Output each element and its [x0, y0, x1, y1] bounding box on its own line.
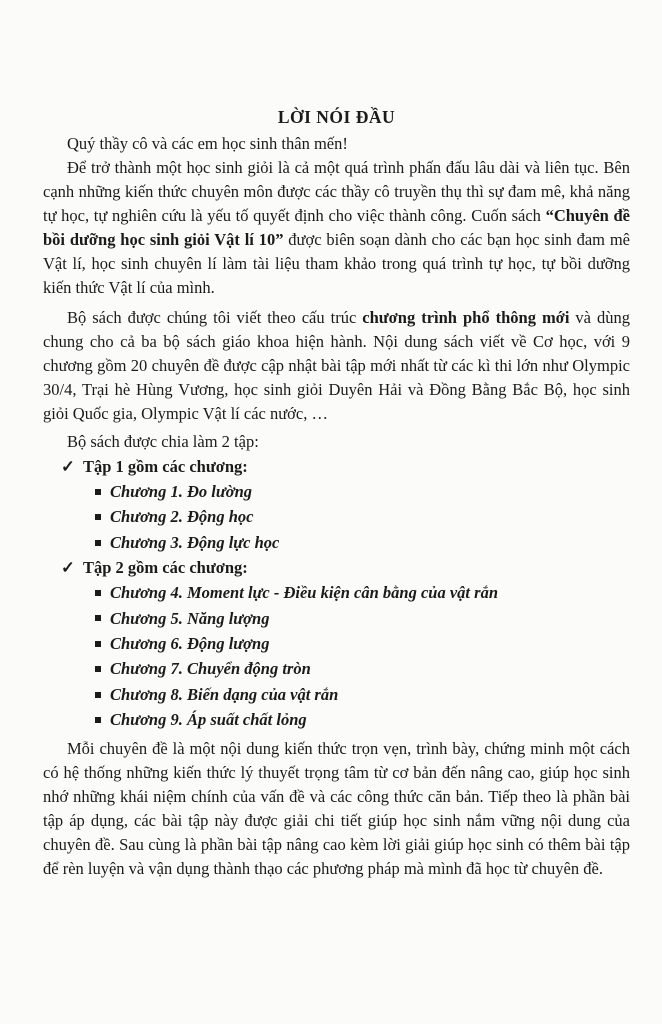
greeting: Quý thầy cô và các em học sinh thân mến! — [67, 134, 348, 153]
list-item — [95, 479, 630, 504]
volume-1-chapter-list — [43, 479, 630, 555]
paragraph-intro — [43, 156, 630, 300]
volume-1-label: Tập 1 gồm các chương: — [83, 457, 248, 476]
list-item — [95, 707, 630, 732]
volume-2-heading — [61, 555, 630, 580]
list-item — [95, 530, 630, 555]
chapter-label: Chương 3. Động lực học — [110, 532, 280, 552]
paragraph-intro-text-1: Để trở thành một học sinh giỏi là cả một quá trình phấn đấu lâu dài và liên tục. Bên cạnh những kiến thức chuyên môn được các thầy cô truyền thụ thì sự đam mê, khả năng tự học, tự nghiên cứu là yếu tố quyết định cho việc thành công. Cuốn sách — [43, 158, 630, 225]
paragraph-structure-text-1: Bộ sách được chúng tôi viết theo cấu trúc — [67, 308, 363, 327]
paragraph-structure — [43, 306, 630, 426]
square-bullet-icon — [95, 641, 101, 647]
list-item — [95, 631, 630, 656]
paragraph-intro-text-2: được biên soạn dành cho các bạn học sinh đam mê Vật lí, học sinh chuyên lí làm tài liệu tham khảo trong quá trình tự học, tự bồi dưỡng kiến thức Vật lí của mình. — [43, 230, 630, 297]
square-bullet-icon — [95, 615, 101, 621]
square-bullet-icon — [95, 489, 101, 495]
chapter-label: Chương 7. Chuyển động tròn — [110, 659, 311, 679]
list-item — [95, 682, 630, 707]
square-bullet-icon — [95, 717, 101, 723]
checkmark-icon: ✓ — [61, 558, 75, 578]
square-bullet-icon — [95, 692, 101, 698]
book-title: “Chuyên đề bồi dưỡng học sinh giỏi Vật lí 10” — [43, 206, 630, 249]
chapter-label: Chương 6. Động lượng — [110, 634, 270, 654]
chapter-label: Chương 9. Áp suất chất lỏng — [110, 710, 307, 730]
chapter-label: Chương 4. Moment lực - Điều kiện cân bằng của vật rắn — [110, 583, 498, 603]
list-item — [95, 580, 630, 605]
list-item — [95, 656, 630, 681]
program-name: chương trình phổ thông mới — [362, 308, 570, 327]
page-title: LỜI NÓI ĐẦU — [277, 107, 396, 127]
chapter-label: Chương 2. Động học — [110, 507, 254, 527]
square-bullet-icon — [95, 540, 101, 546]
list-item — [95, 606, 630, 631]
paragraph-topics: Mỗi chuyên đề là một nội dung kiến thức trọn vẹn, trình bày, chứng minh một cách có hệ thống những kiến thức lý thuyết trọng tâm từ cơ bản đến nâng cao, giúp học sinh nhớ những khái niệm chính của vấn đề và các công thức căn bản. Tiếp theo là phần bài tập áp dụng, các bài tập này được giải chi tiết giúp học sinh nắm vững nội dung của chuyên đề. Sau cùng là phần bài tập nâng cao kèm lời giải giúp học sinh có thêm bài tập để rèn luyện và vận dụng thành thạo các phương pháp mà mình đã học từ chuyên đề. — [43, 738, 630, 878]
checkmark-icon: ✓ — [61, 457, 75, 476]
square-bullet-icon — [95, 590, 101, 596]
square-bullet-icon — [95, 666, 101, 672]
volume-1-heading — [61, 454, 630, 479]
split-intro: Bộ sách được chia làm 2 tập: — [67, 432, 259, 451]
list-item — [95, 504, 630, 529]
chapter-label: Chương 8. Biến dạng của vật rắn — [110, 684, 339, 704]
paragraph-structure-text-2: và dùng chung cho cả ba bộ sách giáo khoa hiện hành. Nội dung sách viết về Cơ học, với 9 chương gồm 20 chuyên đề được cập nhật bài tập mới nhất từ các kì thi lớn như Olympic 30/4, Trại hè Hùng Vương, học sinh giỏi Duyên Hải và Đồng Bằng Bắc Bộ, học sinh giỏi Quốc gia, Olympic Vật lí các nước, … — [43, 308, 630, 423]
volume-2-chapter-list — [43, 580, 630, 732]
volume-2-label: Tập 2 gồm các chương: — [83, 558, 248, 578]
square-bullet-icon — [95, 514, 101, 520]
chapter-label: Chương 5. Năng lượng — [110, 608, 270, 628]
chapter-label: Chương 1. Đo lường — [110, 482, 253, 501]
